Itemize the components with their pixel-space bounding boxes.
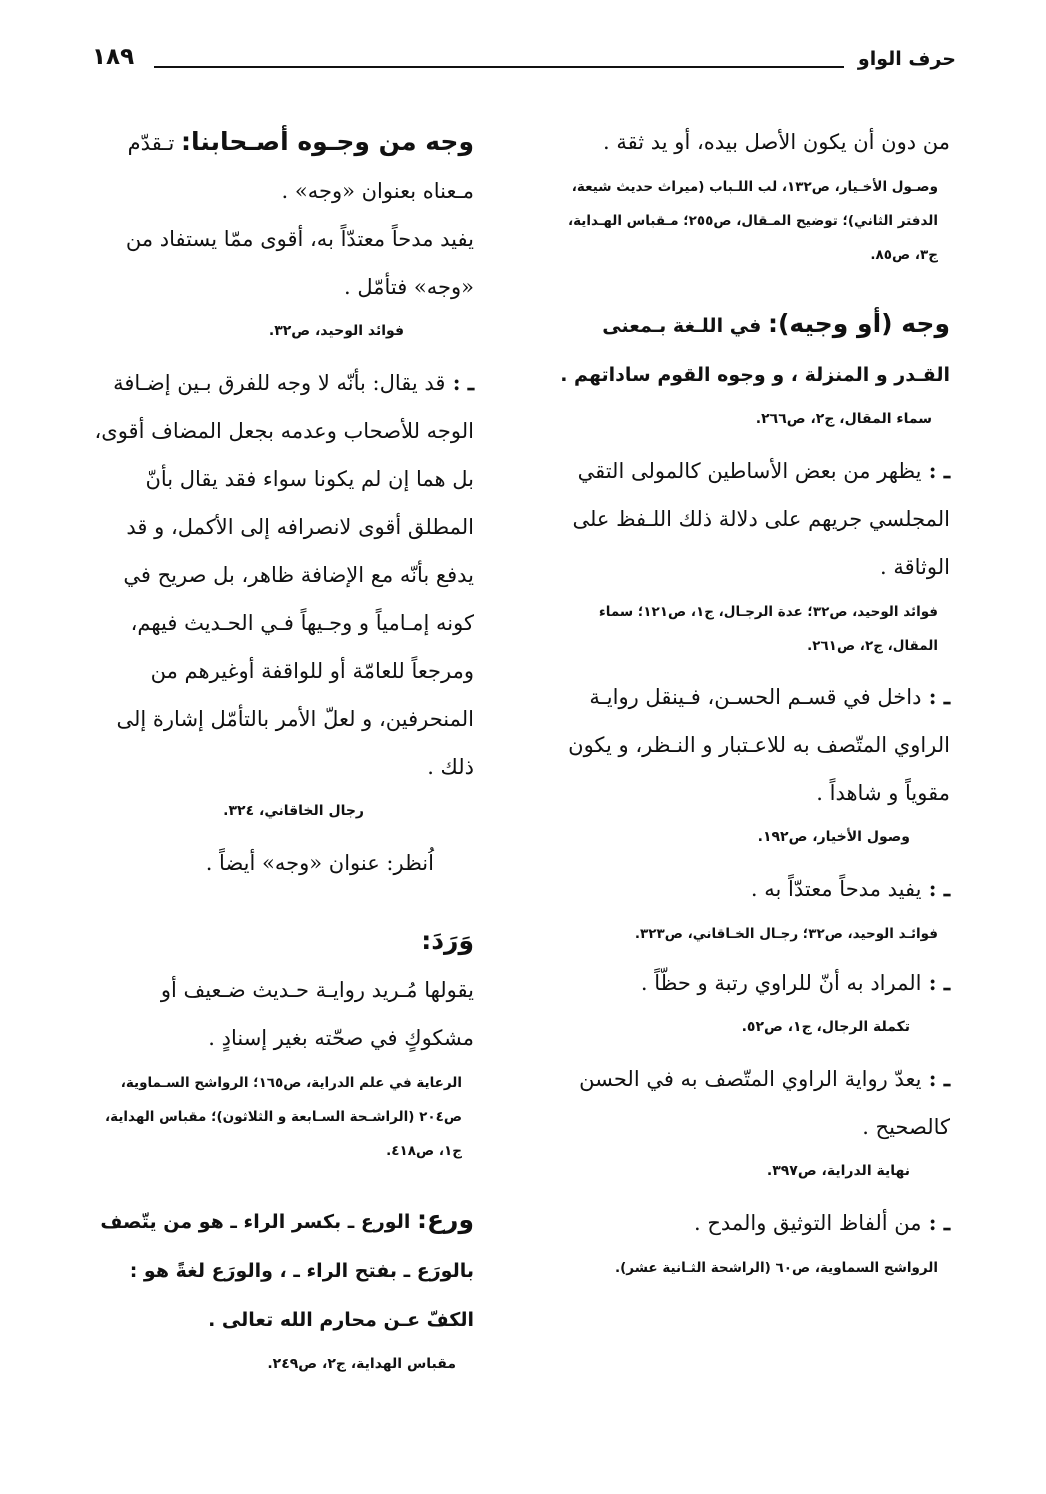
item-text: داخل في قسـم الحسـن، فـينقل روايـة الراوي المتّصف به للاعـتبار و النـظر، و يكون مقوياً و شاهداً .	[568, 685, 950, 805]
entry-headword: وَرَدَ:	[421, 926, 474, 955]
item-dash: ـ :	[921, 1066, 950, 1091]
item-dash: ـ :	[445, 370, 474, 395]
reference: سماء المقال، ج٢، ص٢٦٦.	[755, 411, 932, 427]
entry-warada	[92, 917, 474, 1168]
reference: مقباس الهداية، ج٢، ص٢٤٩.	[267, 1356, 456, 1372]
sub-item	[555, 1199, 950, 1285]
item-dash: ـ :	[921, 1210, 950, 1235]
item-dash: ـ :	[921, 684, 950, 709]
reference: فوائد الوحيد، ص٣٢؛ عدة الرجـال، ج١، ص١٢١؛ سماء المقال، ج٢، ص٢٦١.	[598, 604, 938, 654]
item-text: من ألفاظ التوثيق والمدح .	[693, 1211, 922, 1235]
see-also: اُنظر: عنوان «وجه» أيضاً .	[205, 851, 434, 875]
reference: رجال الخاقاني، ٣٢٤.	[223, 803, 364, 819]
entry-wajh	[555, 300, 950, 1285]
reference: نهاية الدراية، ص٣٩٧.	[766, 1163, 910, 1179]
reference: وصول الأخيار، ص١٩٢.	[757, 829, 910, 845]
sub-item	[555, 865, 950, 951]
item-dash: ـ :	[921, 970, 950, 995]
entry-text: يفيد مدحاً معتدّاً به، أقوى ممّا يستفاد من «وجه» فتأمّل .	[125, 227, 474, 299]
item-text: يفيد مدحاً معتدّاً به .	[750, 877, 922, 901]
sub-item	[555, 959, 950, 1047]
page-number: ١٨٩	[92, 44, 135, 70]
entry-continuation	[555, 118, 950, 272]
item-text: قد يقال: بأنّه لا وجه للفرق بـين إضـافة الوجه للأصحاب وعدمه بجعل المضاف أقوى، بل هما إن لم يكونا سواء فقد يقال بأنّ المطلق أقوى لانصرافه إلى الأكمل، و قد يدفع بأنّه مع الإضافة ظاهر، بل صريح في كونه إمـامياً و وجـيهاً فـي الحـديث فيهم، ومرجعاً للعامّة أو للواقفة أوغيرهم من المنحرفين، و لعلّ الأمر بالتأمّل إشارة إلى ذلك .	[94, 371, 474, 779]
item-dash: ـ :	[921, 458, 950, 483]
sub-item	[555, 1055, 950, 1191]
reference: فوائد الوحيد، ص٣٢.	[268, 323, 404, 339]
entry-wara	[92, 1196, 474, 1384]
right-column	[555, 118, 950, 1311]
entry-definition: الورع ـ بكسر الراء ـ هو من يتّصف بالورَع ـ بفتح الراء ـ ، والورَع لغةً هو : الكفّ عـن محارم الله تعالى .	[100, 1211, 474, 1331]
sub-item	[555, 673, 950, 857]
entry-text: من دون أن يكون الأصل بيده، أو يد ثقة .	[603, 130, 950, 154]
item-text: المراد به أنّ للراوي رتبة و حظّاً .	[640, 971, 922, 995]
reference: الرعاية في علم الدراية، ص١٦٥؛ الرواشح السـماوية، ص٢٠٤ (الراشـحة السـابعة و الثلاثون)؛ مقباس الهداية، ج١، ص٤١٨.	[105, 1075, 462, 1159]
reference: فوائـد الوحيد، ص٣٢؛ رجـال الخـاقاني، ص٣٢٣.	[634, 926, 938, 942]
entry-headword: ورع:	[416, 1205, 474, 1234]
left-column	[92, 118, 474, 1410]
item-dash: ـ :	[921, 876, 950, 901]
entry-wajh-min-wujuh	[92, 118, 474, 887]
entry-definition: تـقدّم مـعناه بعنوان «وجه» .	[127, 131, 474, 203]
entry-headword: وجه من وجـوه أصـحابنا:	[181, 127, 474, 156]
item-text: يظهر من بعض الأساطين كالمولى التقي المجلسي جريهم على دلالة ذلك اللـفظ على الوثاقة .	[572, 459, 950, 579]
reference: تكملة الرجال، ج١، ص٥٢.	[741, 1019, 910, 1035]
reference: وصـول الأخـيار، ص١٣٢، لب اللـباب (ميراث حديث شيعة، الدفتر الثاني)؛ توضيح المـقال، ص٢٥٥؛ مـقباس الهـداية، ج٣، ص٨٥.	[567, 179, 938, 263]
item-text: يعدّ رواية الراوي المتّصف به في الحسن كالصحيح .	[579, 1067, 950, 1139]
sub-item	[555, 447, 950, 663]
header-rule	[154, 66, 844, 68]
entry-definition: في اللـغة بـمعنى القـدر و المنزلة ، و وجوه القوم ساداتهم .	[560, 315, 950, 386]
section-title: حرف الواو	[857, 48, 956, 70]
reference: الرواشح السماوية، ص٦٠ (الراشحة الثـانية عشر).	[615, 1260, 938, 1276]
running-header	[92, 44, 956, 84]
entry-headword: وجه (أو وجيه):	[767, 309, 950, 338]
entry-text: يقولها مُـريد روايـة حـديث ضـعيف أو مشكوكٍ في صحّته بغير إسنادٍ .	[160, 978, 474, 1050]
